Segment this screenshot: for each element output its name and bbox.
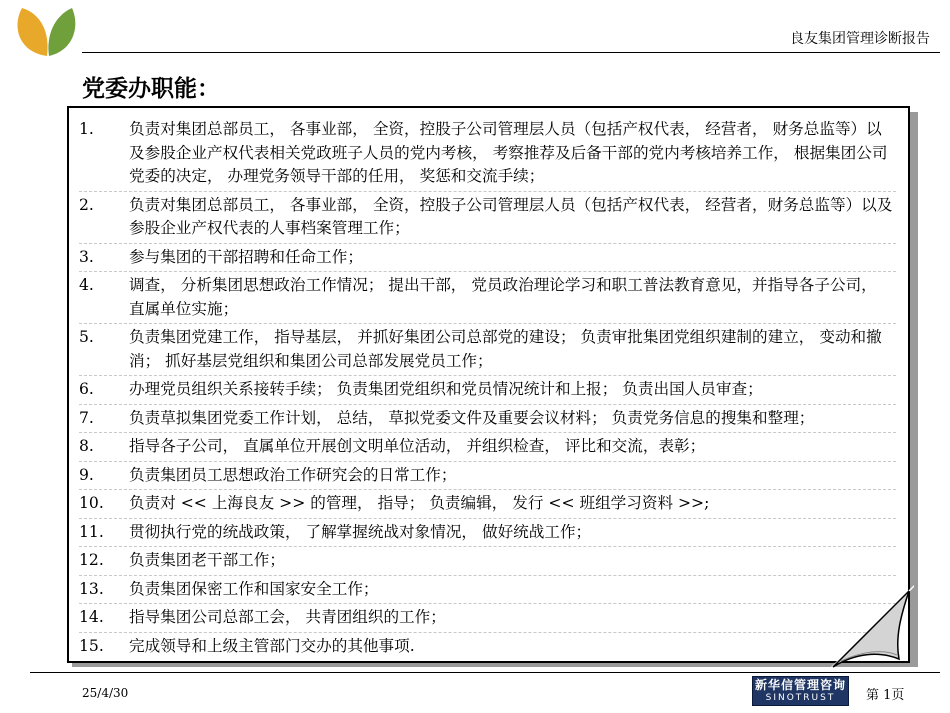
duty-text: 负责对集团总部员工， 各事业部， 全资，控股子公司管理层人员（包括产权代表， 经营者，财务总监等）以及参股企业产权代表的人事档案管理工作；: [129, 195, 893, 237]
duty-number: 11.: [79, 522, 104, 541]
duty-number: 14.: [79, 608, 104, 626]
duty-item: [79, 244, 896, 273]
duty-text: 指导集团公司总部工会， 共青团组织的工作；: [129, 608, 446, 626]
duty-number: 7.: [79, 408, 94, 427]
duty-item: [79, 633, 896, 661]
duty-number: 2.: [79, 195, 94, 214]
footer-date: 25/4/30: [82, 686, 129, 700]
duty-list: [69, 108, 908, 660]
duties-card: [67, 106, 910, 663]
duty-number: 1.: [79, 120, 94, 138]
consultancy-logo: [752, 676, 849, 706]
duty-item: [79, 490, 896, 519]
duty-number: 15.: [79, 636, 104, 655]
page-title: 党委办职能：: [82, 75, 220, 102]
duty-number: 12.: [79, 551, 104, 569]
duty-text: 指导各子公司， 直属单位开展创文明单位活动， 并组织检查， 评比和交流，表彰；: [129, 437, 706, 455]
duty-item: [79, 462, 896, 491]
page-number: 第 1页: [866, 688, 905, 703]
duty-number: 10.: [79, 494, 104, 512]
duty-item: [79, 272, 896, 324]
duty-text: 负责集团老干部工作；: [129, 551, 285, 569]
duty-text: 调查， 分析集团思想政治工作情况； 提出干部， 党员政治理论学习和职工普法教育意见，并指导各子公司， 直属单位实施；: [129, 276, 877, 318]
duty-number: 3.: [79, 247, 94, 266]
duty-item: [79, 547, 896, 576]
duty-item: [79, 376, 896, 405]
header-divider: [82, 52, 940, 53]
page-curl-icon: [829, 585, 914, 669]
duty-item: [79, 604, 896, 633]
duty-number: 8.: [79, 437, 94, 455]
company-logo-icon: [12, 4, 80, 58]
duty-text: 负责集团员工思想政治工作研究会的日常工作；: [129, 465, 457, 484]
brand-name-en: SINOTRUST: [765, 693, 836, 703]
duty-item: [79, 576, 896, 605]
duty-item: [79, 116, 896, 192]
duty-text: 完成领导和上级主管部门交办的其他事项.: [129, 636, 415, 655]
brand-name-cn: 新华信管理咨询: [754, 678, 846, 692]
duty-text: 负责集团党建工作， 指导基层， 并抓好集团公司总部党的建设； 负责审批集团党组织建制的建立， 变动和撤消； 抓好基层党组织和集团公司总部发展党员工作；: [129, 328, 882, 370]
report-title: 良友集团管理诊断报告: [790, 31, 930, 47]
duty-number: 9.: [79, 465, 94, 484]
duty-item: [79, 405, 896, 434]
duty-number: 4.: [79, 276, 94, 294]
duty-number: 6.: [79, 380, 94, 398]
duty-item: [79, 433, 896, 462]
duty-text: 负责对 << 上海良友 >> 的管理， 指导； 负责编辑， 发行 << 班组学习资料 >>;: [129, 494, 710, 512]
duty-number: 5.: [79, 328, 94, 346]
duty-item: [79, 192, 896, 244]
duty-number: 13.: [79, 579, 104, 598]
duty-text: 负责集团保密工作和国家安全工作；: [129, 579, 379, 598]
duty-text: 参与集团的干部招聘和任命工作；: [129, 247, 363, 266]
duty-text: 办理党员组织关系接转手续； 负责集团党组织和党员情况统计和上报； 负责出国人员审查；: [129, 380, 763, 398]
duty-text: 负责草拟集团党委工作计划， 总结， 草拟党委文件及重要会议材料； 负责党务信息的搜集和整理；: [129, 408, 815, 427]
duty-text: 负责对集团总部员工， 各事业部， 全资，控股子公司管理层人员（包括产权代表， 经营者， 财务总监等）以及参股企业产权代表相关党政班子人员的党内考核， 考察推荐及后备干部的党内考核培养工作， 根据集团公司党委的决定， 办理党务领导干部的任用， 奖惩和交流手续；: [129, 120, 888, 185]
duty-item: [79, 519, 896, 548]
duty-item: [79, 324, 896, 376]
duty-text: 贯彻执行党的统战政策， 了解掌握统战对象情况， 做好统战工作；: [129, 522, 592, 541]
footer-divider: [30, 672, 940, 673]
